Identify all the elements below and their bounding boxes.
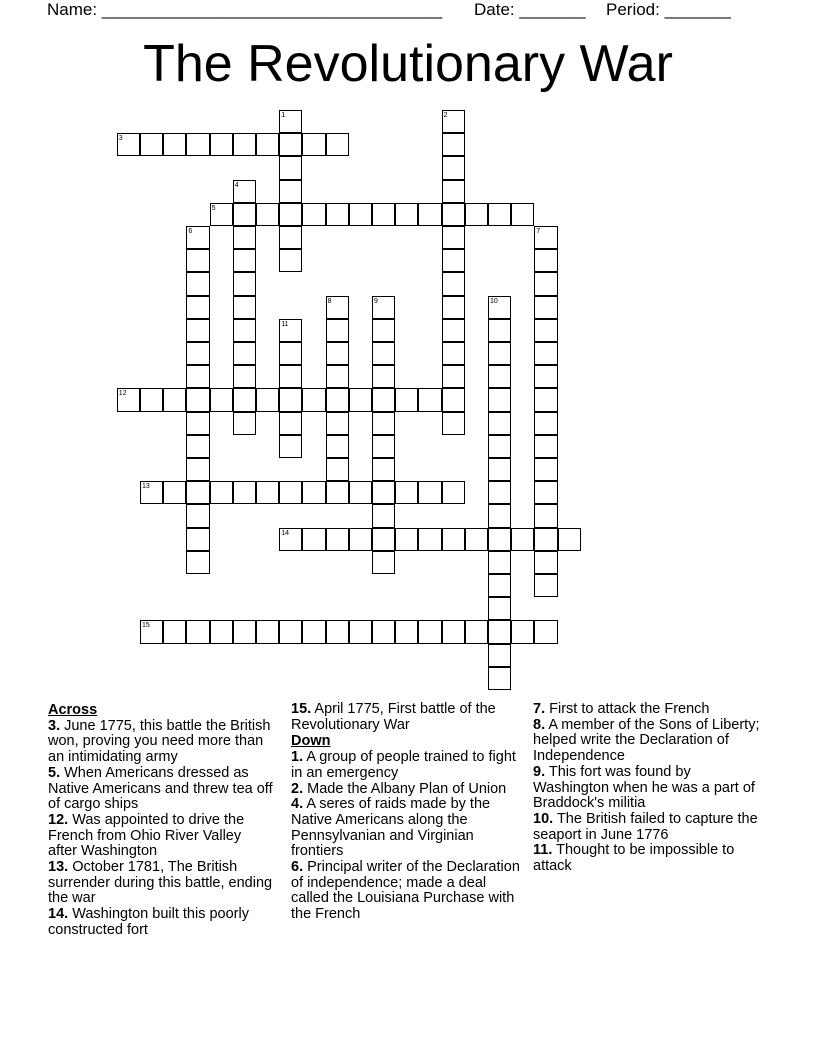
- crossword-cell[interactable]: [488, 528, 511, 551]
- crossword-cell[interactable]: [488, 504, 511, 527]
- crossword-cell[interactable]: [511, 620, 534, 643]
- crossword-cell[interactable]: [349, 203, 372, 226]
- clue-number: 14.: [48, 906, 69, 923]
- clue-down-10: [533, 812, 768, 843]
- crossword-cell[interactable]: [534, 504, 557, 527]
- crossword-cell[interactable]: [488, 365, 511, 388]
- clue-across-15: [291, 702, 526, 733]
- crossword-cell[interactable]: [210, 388, 233, 411]
- crossword-cell[interactable]: [233, 412, 256, 435]
- crossword-cell[interactable]: [210, 203, 233, 226]
- name-field-label[interactable]: Name: ____________________________________: [47, 0, 443, 19]
- crossword-cell[interactable]: [442, 481, 465, 504]
- crossword-cell[interactable]: [558, 528, 581, 551]
- clue-text: When Americans dressed as Native Americans and threw tea off of cargo ships: [48, 764, 273, 813]
- crossword-cell[interactable]: [233, 388, 256, 411]
- crossword-cell[interactable]: [302, 528, 325, 551]
- crossword-cell[interactable]: [326, 481, 349, 504]
- crossword-cell[interactable]: [302, 133, 325, 156]
- crossword-cell[interactable]: [465, 528, 488, 551]
- crossword-cell[interactable]: [233, 365, 256, 388]
- clues-column-3: [533, 702, 768, 875]
- clue-text: Principal writer of the Declaration of independence; made a deal called the Louisiana Purchase with the French: [291, 859, 520, 923]
- crossword-cell[interactable]: [140, 133, 163, 156]
- clue-down-6: [291, 860, 526, 923]
- crossword-cell[interactable]: [349, 620, 372, 643]
- cell-number: 7: [536, 228, 541, 235]
- crossword-cell[interactable]: [442, 528, 465, 551]
- clue-text: Thought to be impossible to attack: [533, 842, 735, 875]
- crossword-cell[interactable]: [326, 528, 349, 551]
- crossword-cell[interactable]: [279, 435, 302, 458]
- crossword-cell[interactable]: [256, 620, 279, 643]
- crossword-cell[interactable]: [186, 551, 209, 574]
- crossword-cell[interactable]: [372, 458, 395, 481]
- clue-across-14: [48, 907, 273, 938]
- cell-number: 14: [281, 529, 289, 537]
- crossword-cell[interactable]: [186, 296, 209, 319]
- crossword-cell[interactable]: [279, 365, 302, 388]
- crossword-cell[interactable]: [534, 435, 557, 458]
- crossword-cell[interactable]: [442, 365, 465, 388]
- crossword-cell[interactable]: [349, 481, 372, 504]
- crossword-cell[interactable]: [326, 133, 349, 156]
- clue-number: 7.: [533, 701, 546, 717]
- crossword-cell[interactable]: [372, 620, 395, 643]
- crossword-cell[interactable]: [442, 342, 465, 365]
- clue-text: A seres of raids made by the Native Americans along the Pennsylvanian and Virginian frontiers: [291, 796, 491, 860]
- crossword-cell[interactable]: [442, 272, 465, 295]
- crossword-cell[interactable]: [302, 388, 325, 411]
- crossword-cell[interactable]: [279, 388, 302, 411]
- crossword-cell[interactable]: [117, 388, 140, 411]
- crossword-cell[interactable]: [418, 203, 441, 226]
- crossword-cell[interactable]: [186, 435, 209, 458]
- crossword-cell[interactable]: [233, 296, 256, 319]
- crossword-cell[interactable]: [442, 249, 465, 272]
- crossword-cell[interactable]: [488, 203, 511, 226]
- crossword-cell[interactable]: [326, 296, 349, 319]
- crossword-cell[interactable]: [372, 296, 395, 319]
- clue-number: 12.: [48, 811, 69, 828]
- crossword-cell[interactable]: [233, 133, 256, 156]
- crossword-cell[interactable]: [233, 180, 256, 203]
- crossword-cell[interactable]: [279, 156, 302, 179]
- crossword-cell[interactable]: [186, 342, 209, 365]
- crossword-cell[interactable]: [442, 412, 465, 435]
- clue-number: 10.: [533, 810, 554, 827]
- crossword-cell[interactable]: [349, 528, 372, 551]
- crossword-cell[interactable]: [418, 388, 441, 411]
- crossword-cell[interactable]: [279, 342, 302, 365]
- crossword-cell[interactable]: [372, 319, 395, 342]
- crossword-cell[interactable]: [442, 226, 465, 249]
- crossword-cell[interactable]: [372, 435, 395, 458]
- clue-number: 1.: [291, 749, 304, 766]
- clue-down-1: [291, 750, 526, 781]
- date-field-label[interactable]: Date: _______: [474, 0, 586, 19]
- crossword-cell[interactable]: [233, 342, 256, 365]
- crossword-cell[interactable]: [326, 388, 349, 411]
- crossword-cell[interactable]: [488, 342, 511, 365]
- crossword-cell[interactable]: [186, 272, 209, 295]
- crossword-cell[interactable]: [233, 319, 256, 342]
- crossword-cell[interactable]: [279, 180, 302, 203]
- clue-text: A member of the Sons of Liberty; helped write the Declaration of Independence: [533, 716, 760, 765]
- crossword-cell[interactable]: [534, 388, 557, 411]
- clue-number: 8.: [533, 716, 546, 733]
- crossword-cell[interactable]: [233, 272, 256, 295]
- crossword-cell[interactable]: [326, 365, 349, 388]
- crossword-cell[interactable]: [233, 249, 256, 272]
- crossword-cell[interactable]: [488, 481, 511, 504]
- crossword-cell[interactable]: [256, 481, 279, 504]
- crossword-cell[interactable]: [349, 388, 372, 411]
- crossword-cell[interactable]: [511, 528, 534, 551]
- clue-number: 9.: [533, 763, 546, 780]
- clue-text: Was appointed to drive the French from Ohio River Valley after Washington: [48, 811, 245, 860]
- clues-column-1: [48, 702, 273, 939]
- crossword-cell[interactable]: [279, 203, 302, 226]
- crossword-cell[interactable]: [372, 481, 395, 504]
- crossword-cell[interactable]: [534, 458, 557, 481]
- crossword-cell[interactable]: [210, 481, 233, 504]
- crossword-cell[interactable]: [488, 388, 511, 411]
- crossword-cell[interactable]: [163, 481, 186, 504]
- clue-number: 6.: [291, 859, 304, 876]
- crossword-cell[interactable]: [372, 412, 395, 435]
- crossword-cell[interactable]: [488, 458, 511, 481]
- crossword-cell[interactable]: [418, 528, 441, 551]
- cell-number: 2: [443, 112, 448, 119]
- crossword-cell[interactable]: [534, 528, 557, 551]
- crossword-cell[interactable]: [186, 249, 209, 272]
- crossword-cell[interactable]: [256, 203, 279, 226]
- clue-text: This fort was found by Washington when he was a part of Braddock's militia: [533, 763, 755, 812]
- clue-down-8: [533, 718, 768, 765]
- crossword-cell[interactable]: [372, 203, 395, 226]
- cell-number: 5: [211, 204, 216, 212]
- clue-text: April 1775, First battle of the Revolutionary War: [291, 701, 496, 733]
- crossword-cell[interactable]: [534, 365, 557, 388]
- crossword-cell[interactable]: [372, 365, 395, 388]
- period-field-label[interactable]: Period: _______: [606, 0, 731, 19]
- crossword-cell[interactable]: [302, 481, 325, 504]
- crossword-cell[interactable]: [233, 203, 256, 226]
- clue-number: 13.: [48, 859, 69, 876]
- clue-number: 4.: [291, 796, 304, 813]
- crossword-cell[interactable]: [442, 203, 465, 226]
- crossword-cell[interactable]: [186, 504, 209, 527]
- crossword-cell[interactable]: [140, 481, 163, 504]
- crossword-cell[interactable]: [488, 620, 511, 643]
- cell-number: 6: [188, 228, 193, 235]
- crossword-cell[interactable]: [488, 551, 511, 574]
- cell-number: 10: [490, 297, 498, 305]
- crossword-cell[interactable]: [233, 620, 256, 643]
- clue-number: 11.: [533, 842, 553, 859]
- crossword-cell[interactable]: [302, 620, 325, 643]
- clue-across-13: [48, 860, 273, 907]
- page-title: The Revolutionary War: [143, 35, 673, 93]
- crossword-cell[interactable]: [465, 620, 488, 643]
- crossword-cell[interactable]: [279, 412, 302, 435]
- crossword-cell[interactable]: [186, 226, 209, 249]
- cell-number: 15: [142, 622, 150, 630]
- clue-across-5: [48, 766, 273, 813]
- crossword-cell[interactable]: [442, 156, 465, 179]
- cell-number: 9: [374, 297, 378, 305]
- crossword-cell[interactable]: [395, 203, 418, 226]
- crossword-cell[interactable]: [442, 180, 465, 203]
- clue-text: The British failed to capture the seaport in June 1776: [533, 810, 758, 843]
- crossword-cell[interactable]: [534, 574, 557, 597]
- crossword-cell[interactable]: [442, 110, 465, 133]
- crossword-cell[interactable]: [372, 342, 395, 365]
- clue-text: June 1775, this battle the British won, proving you need more than an intimidating army: [48, 717, 271, 766]
- cell-number: 12: [118, 390, 127, 398]
- crossword-cell[interactable]: [442, 319, 465, 342]
- crossword-cell[interactable]: [279, 620, 302, 643]
- crossword-cell[interactable]: [326, 620, 349, 643]
- down-heading: Down: [291, 733, 331, 750]
- crossword-cell[interactable]: [186, 412, 209, 435]
- clue-down-11: [533, 843, 768, 874]
- crossword-cell[interactable]: [186, 319, 209, 342]
- clue-text: Washington built this poorly constructed fort: [48, 906, 249, 938]
- cell-number: 1: [281, 112, 286, 119]
- crossword-cell[interactable]: [534, 620, 557, 643]
- clue-down-2: [291, 782, 526, 798]
- crossword-cell[interactable]: [534, 412, 557, 435]
- crossword-cell[interactable]: [488, 597, 511, 620]
- crossword-cell[interactable]: [140, 388, 163, 411]
- crossword-cell[interactable]: [511, 203, 534, 226]
- crossword-cell[interactable]: [465, 203, 488, 226]
- cell-number: 11: [281, 320, 289, 328]
- clue-down-9: [533, 765, 768, 812]
- crossword-cell[interactable]: [442, 388, 465, 411]
- crossword-cell[interactable]: [256, 133, 279, 156]
- crossword-cell[interactable]: [534, 249, 557, 272]
- crossword-cell[interactable]: [372, 504, 395, 527]
- crossword-cell[interactable]: [442, 133, 465, 156]
- crossword-cell[interactable]: [302, 203, 325, 226]
- crossword-cell[interactable]: [186, 133, 209, 156]
- crossword-cell[interactable]: [534, 481, 557, 504]
- crossword-cell[interactable]: [534, 272, 557, 295]
- clue-text: October 1781, The British surrender during this battle, ending the war: [48, 859, 273, 907]
- clue-number: 2.: [291, 780, 304, 797]
- crossword-cell[interactable]: [163, 133, 186, 156]
- crossword-cell[interactable]: [279, 319, 302, 342]
- clue-text: Made the Albany Plan of Union: [303, 780, 507, 797]
- crossword-cell[interactable]: [326, 412, 349, 435]
- crossword-cell[interactable]: [186, 620, 209, 643]
- crossword-cell[interactable]: [117, 133, 140, 156]
- crossword-cell[interactable]: [163, 388, 186, 411]
- crossword-cell[interactable]: [163, 620, 186, 643]
- clue-number: 15.: [291, 701, 312, 717]
- crossword-cell[interactable]: [326, 435, 349, 458]
- clue-across-3: [48, 719, 273, 766]
- crossword-cell[interactable]: [186, 388, 209, 411]
- cell-number: 4: [234, 181, 239, 189]
- crossword-cell[interactable]: [186, 481, 209, 504]
- crossword-cell[interactable]: [442, 296, 465, 319]
- clue-down-7: [533, 702, 768, 718]
- crossword-cell[interactable]: [534, 342, 557, 365]
- crossword-cell[interactable]: [395, 620, 418, 643]
- crossword-cell[interactable]: [186, 365, 209, 388]
- crossword-cell[interactable]: [488, 319, 511, 342]
- clue-number: 5.: [48, 764, 61, 781]
- crossword-cell[interactable]: [488, 574, 511, 597]
- crossword-cell[interactable]: [186, 458, 209, 481]
- clue-down-4: [291, 797, 526, 860]
- crossword-cell[interactable]: [372, 551, 395, 574]
- across-heading: Across: [48, 702, 98, 718]
- crossword-cell[interactable]: [418, 620, 441, 643]
- crossword-cell[interactable]: [326, 203, 349, 226]
- crossword-cell[interactable]: [279, 110, 302, 133]
- crossword-cell[interactable]: [488, 435, 511, 458]
- crossword-cell[interactable]: [326, 319, 349, 342]
- crossword-cell[interactable]: [279, 249, 302, 272]
- crossword-cell[interactable]: [488, 644, 511, 667]
- crossword-cell[interactable]: [372, 388, 395, 411]
- crossword-cell[interactable]: [233, 481, 256, 504]
- crossword-cell[interactable]: [279, 528, 302, 551]
- crossword-cell[interactable]: [279, 133, 302, 156]
- crossword-cell[interactable]: [140, 620, 163, 643]
- clue-text: First to attack the French: [545, 701, 710, 717]
- crossword-cell[interactable]: [488, 412, 511, 435]
- clues-column-2: [291, 702, 526, 923]
- crossword-cell[interactable]: [279, 481, 302, 504]
- crossword-cell[interactable]: [372, 528, 395, 551]
- crossword-cell[interactable]: [395, 388, 418, 411]
- crossword-cell[interactable]: [210, 133, 233, 156]
- crossword-cell[interactable]: [418, 481, 441, 504]
- crossword-cell[interactable]: [326, 458, 349, 481]
- crossword-cell[interactable]: [256, 388, 279, 411]
- cell-number: 8: [327, 297, 332, 305]
- clue-across-12: [48, 813, 273, 860]
- crossword-cell[interactable]: [534, 296, 557, 319]
- crossword-cell[interactable]: [210, 620, 233, 643]
- crossword-cell[interactable]: [395, 528, 418, 551]
- crossword-cell[interactable]: [488, 667, 511, 690]
- cell-number: 13: [142, 483, 150, 491]
- crossword-cell[interactable]: [442, 620, 465, 643]
- crossword-cell[interactable]: [395, 481, 418, 504]
- clue-text: A group of people trained to fight in an emergency: [291, 749, 516, 781]
- crossword-cell[interactable]: [186, 528, 209, 551]
- crossword-cell[interactable]: [233, 226, 256, 249]
- crossword-cell[interactable]: [488, 296, 511, 319]
- crossword-cell[interactable]: [326, 342, 349, 365]
- crossword-cell[interactable]: [279, 226, 302, 249]
- crossword-cell[interactable]: [534, 319, 557, 342]
- cell-number: 3: [118, 135, 123, 143]
- crossword-cell[interactable]: [534, 226, 557, 249]
- crossword-cell[interactable]: [534, 551, 557, 574]
- clue-number: 3.: [48, 717, 61, 734]
